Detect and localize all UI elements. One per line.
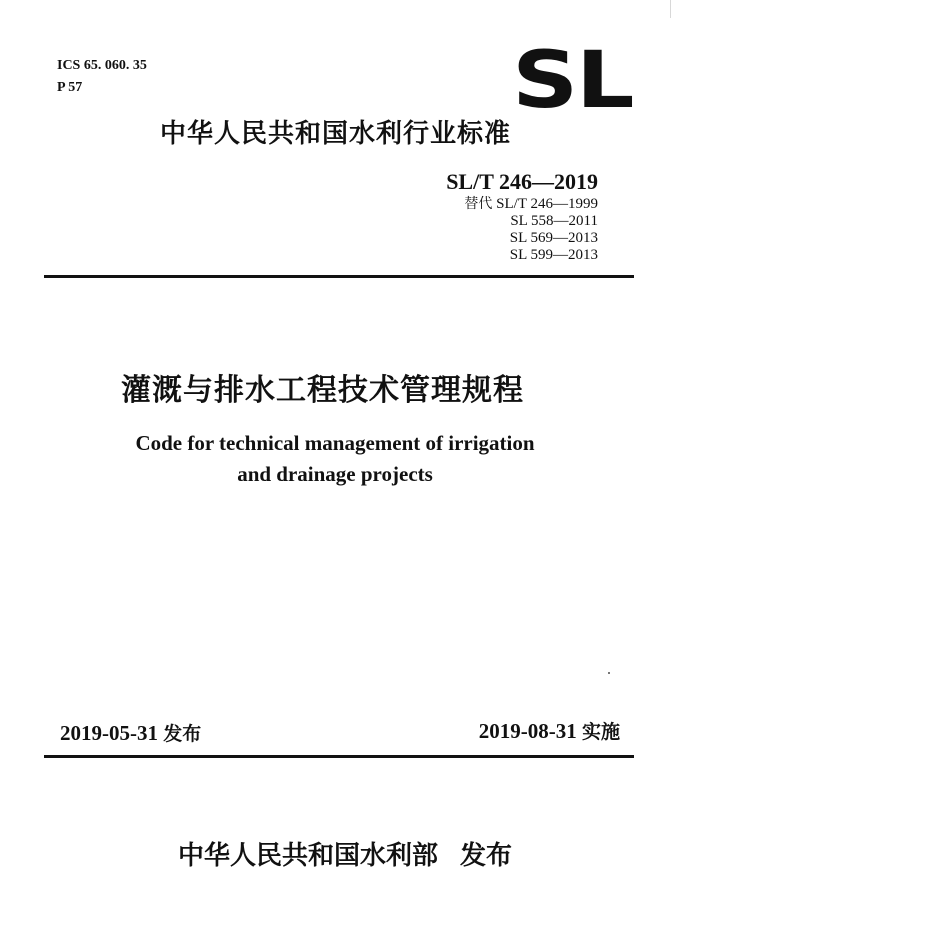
implementation-date-block — [479, 717, 620, 744]
ccs-code: P 57 — [57, 80, 83, 95]
sl-logo: SL — [512, 36, 633, 126]
replaced-standard: SL 558—2011 — [510, 213, 598, 229]
standard-number-block — [446, 168, 598, 264]
implementation-date: 2019-08-31 — [478, 719, 577, 743]
issue-action: 发布 — [460, 841, 513, 871]
replaced-standard: SL/T 246—1999 — [496, 196, 598, 212]
ics-code: ICS 65. 060. 35 — [57, 58, 147, 73]
replaced-standard: SL 599—2013 — [509, 247, 598, 263]
classification-codes — [57, 55, 147, 99]
page-edge-divider — [670, 0, 671, 18]
release-date: 2019-05-31 — [60, 721, 158, 745]
bottom-divider — [44, 755, 634, 758]
replaces-prefix: 替代 — [464, 196, 493, 212]
replaced-standard: SL 569—2013 — [509, 230, 598, 246]
implementation-label: 实施 — [581, 721, 620, 743]
release-label: 发布 — [163, 723, 202, 745]
english-title-line: and drainage projects — [237, 462, 433, 486]
english-title — [90, 428, 580, 490]
english-title-line: Code for technical management of irrigation — [135, 431, 535, 455]
release-date-block — [60, 719, 201, 746]
standard-number: SL/T 246—2019 — [446, 169, 598, 194]
issuer-line — [178, 835, 512, 872]
replaces-line — [446, 196, 598, 213]
top-divider — [44, 275, 634, 278]
issuing-organization: 中华人民共和国水利部 — [178, 841, 439, 871]
industry-standard-title: 中华人民共和国水利行业标准 — [160, 119, 512, 149]
scan-speck — [608, 672, 610, 674]
chinese-title: 灌溉与排水工程技术管理规程 — [121, 373, 524, 408]
